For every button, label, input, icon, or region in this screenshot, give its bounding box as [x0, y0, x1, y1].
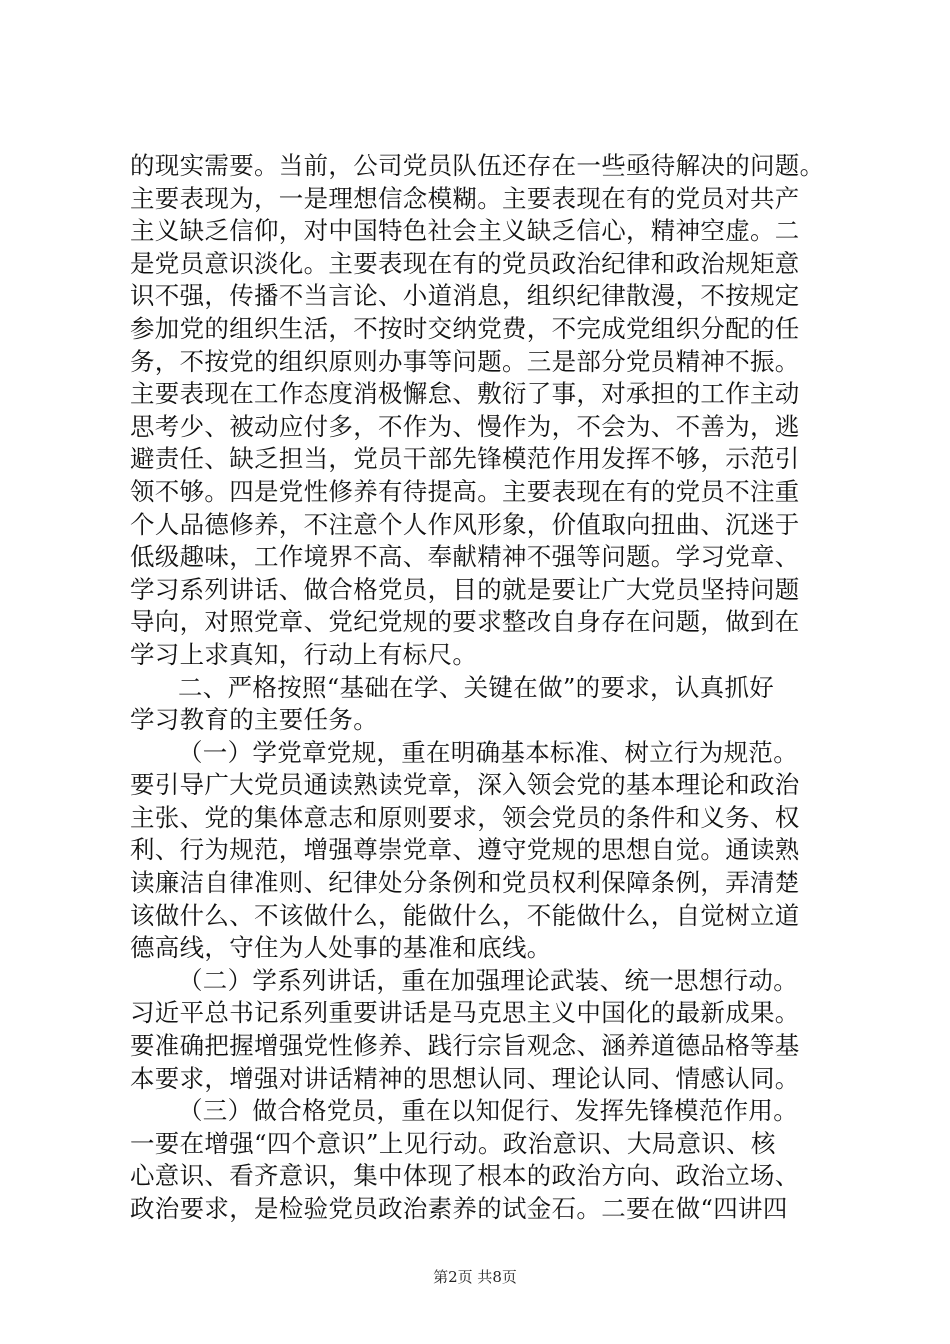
text-line: 政治要求，是检验党员政治素养的试金石。二要在做“四讲四: [130, 1194, 788, 1223]
text-line: 个人品德修养，不注意个人作风形象，价值取向扭曲、沉迷于: [130, 509, 800, 539]
text-line: 思考少、被动应付多，不作为、慢作为，不会为、不善为，逃: [130, 411, 800, 441]
text-line: （二）学系列讲话，重在加强理论武装、统一思想行动。: [178, 965, 798, 995]
text-line: 要准确把握增强党性修养、践行宗旨观念、涵养道德品格等基: [130, 1031, 800, 1061]
text-line: 学习上求真知，行动上有标尺。: [130, 639, 478, 669]
text-line: 学习教育的主要任务。: [130, 705, 378, 735]
text-line: 学习系列讲话、做合格党员，目的就是要让广大党员坚持问题: [130, 574, 800, 604]
text-line: 识不强，传播不当言论、小道消息，组织纪律散漫，不按规定: [130, 281, 800, 311]
text-line: 参加党的组织生活，不按时交纳党费，不完成党组织分配的任: [130, 313, 800, 343]
text-line: 是党员意识淡化。主要表现在有的党员政治纪律和政治规矩意: [130, 248, 800, 278]
text-line: 习近平总书记系列重要讲话是马克思主义中国化的最新成果。: [130, 998, 800, 1028]
text-line: 领不够。四是党性修养有待提高。主要表现在有的党员不注重: [130, 476, 800, 506]
page-footer: [0, 1267, 950, 1287]
document-body: [130, 150, 830, 1226]
text-line: （一）学党章党规，重在明确基本标准、树立行为规范。: [178, 737, 798, 767]
text-line: 读廉洁自律准则、纪律处分条例和党员权利保障条例，弄清楚: [130, 868, 800, 898]
text-line: 本要求，增强对讲话精神的思想认同、理论认同、情感认同。: [130, 1063, 800, 1093]
text-line: 务，不按党的组织原则办事等问题。三是部分党员精神不振。: [130, 346, 800, 376]
text-line: 要引导广大党员通读熟读党章，深入领会党的基本理论和政治: [130, 770, 800, 800]
text-line: 避责任、缺乏担当，党员干部先锋模范作用发挥不够，示范引: [130, 444, 800, 474]
text-line: 德高线，守住为人处事的基准和底线。: [130, 933, 552, 963]
text-line: 导向，对照党章、党纪党规的要求整改自身存在问题，做到在: [130, 607, 800, 637]
page-number-label: 第2页 共8页: [433, 1268, 517, 1286]
text-line: 的现实需要。当前，公司党员队伍还存在一些亟待解决的问题。: [130, 151, 825, 180]
text-line: 主要表现在工作态度消极懈怠、敷衍了事，对承担的工作主动: [130, 379, 800, 409]
text-line: 利、行为规范，增强尊崇党章、遵守党规的思想自觉。通读熟: [130, 835, 800, 865]
text-line: （三）做合格党员，重在以知促行、发挥先锋模范作用。: [178, 1096, 798, 1126]
text-line: 该做什么、不该做什么，能做什么，不能做什么，自觉树立道: [130, 900, 800, 930]
text-line: 低级趣味，工作境界不高、奉献精神不强等问题。学习党章、: [130, 542, 800, 572]
text-line: 主张、党的集体意志和原则要求，领会党员的条件和义务、权: [130, 802, 800, 832]
text-line: 主要表现为，一是理想信念模糊。主要表现在有的党员对共产: [130, 183, 800, 213]
text-line: 一要在增强“四个意识”上见行动。政治意识、大局意识、核: [130, 1128, 776, 1158]
text-line: 主义缺乏信仰，对中国特色社会主义缺乏信心，精神空虚。二: [130, 216, 800, 246]
text-line: 二、严格按照“基础在学、关键在做”的要求，认真抓好: [178, 672, 775, 702]
text-line: 心意识、看齐意识，集中体现了根本的政治方向、政治立场、: [130, 1161, 800, 1191]
